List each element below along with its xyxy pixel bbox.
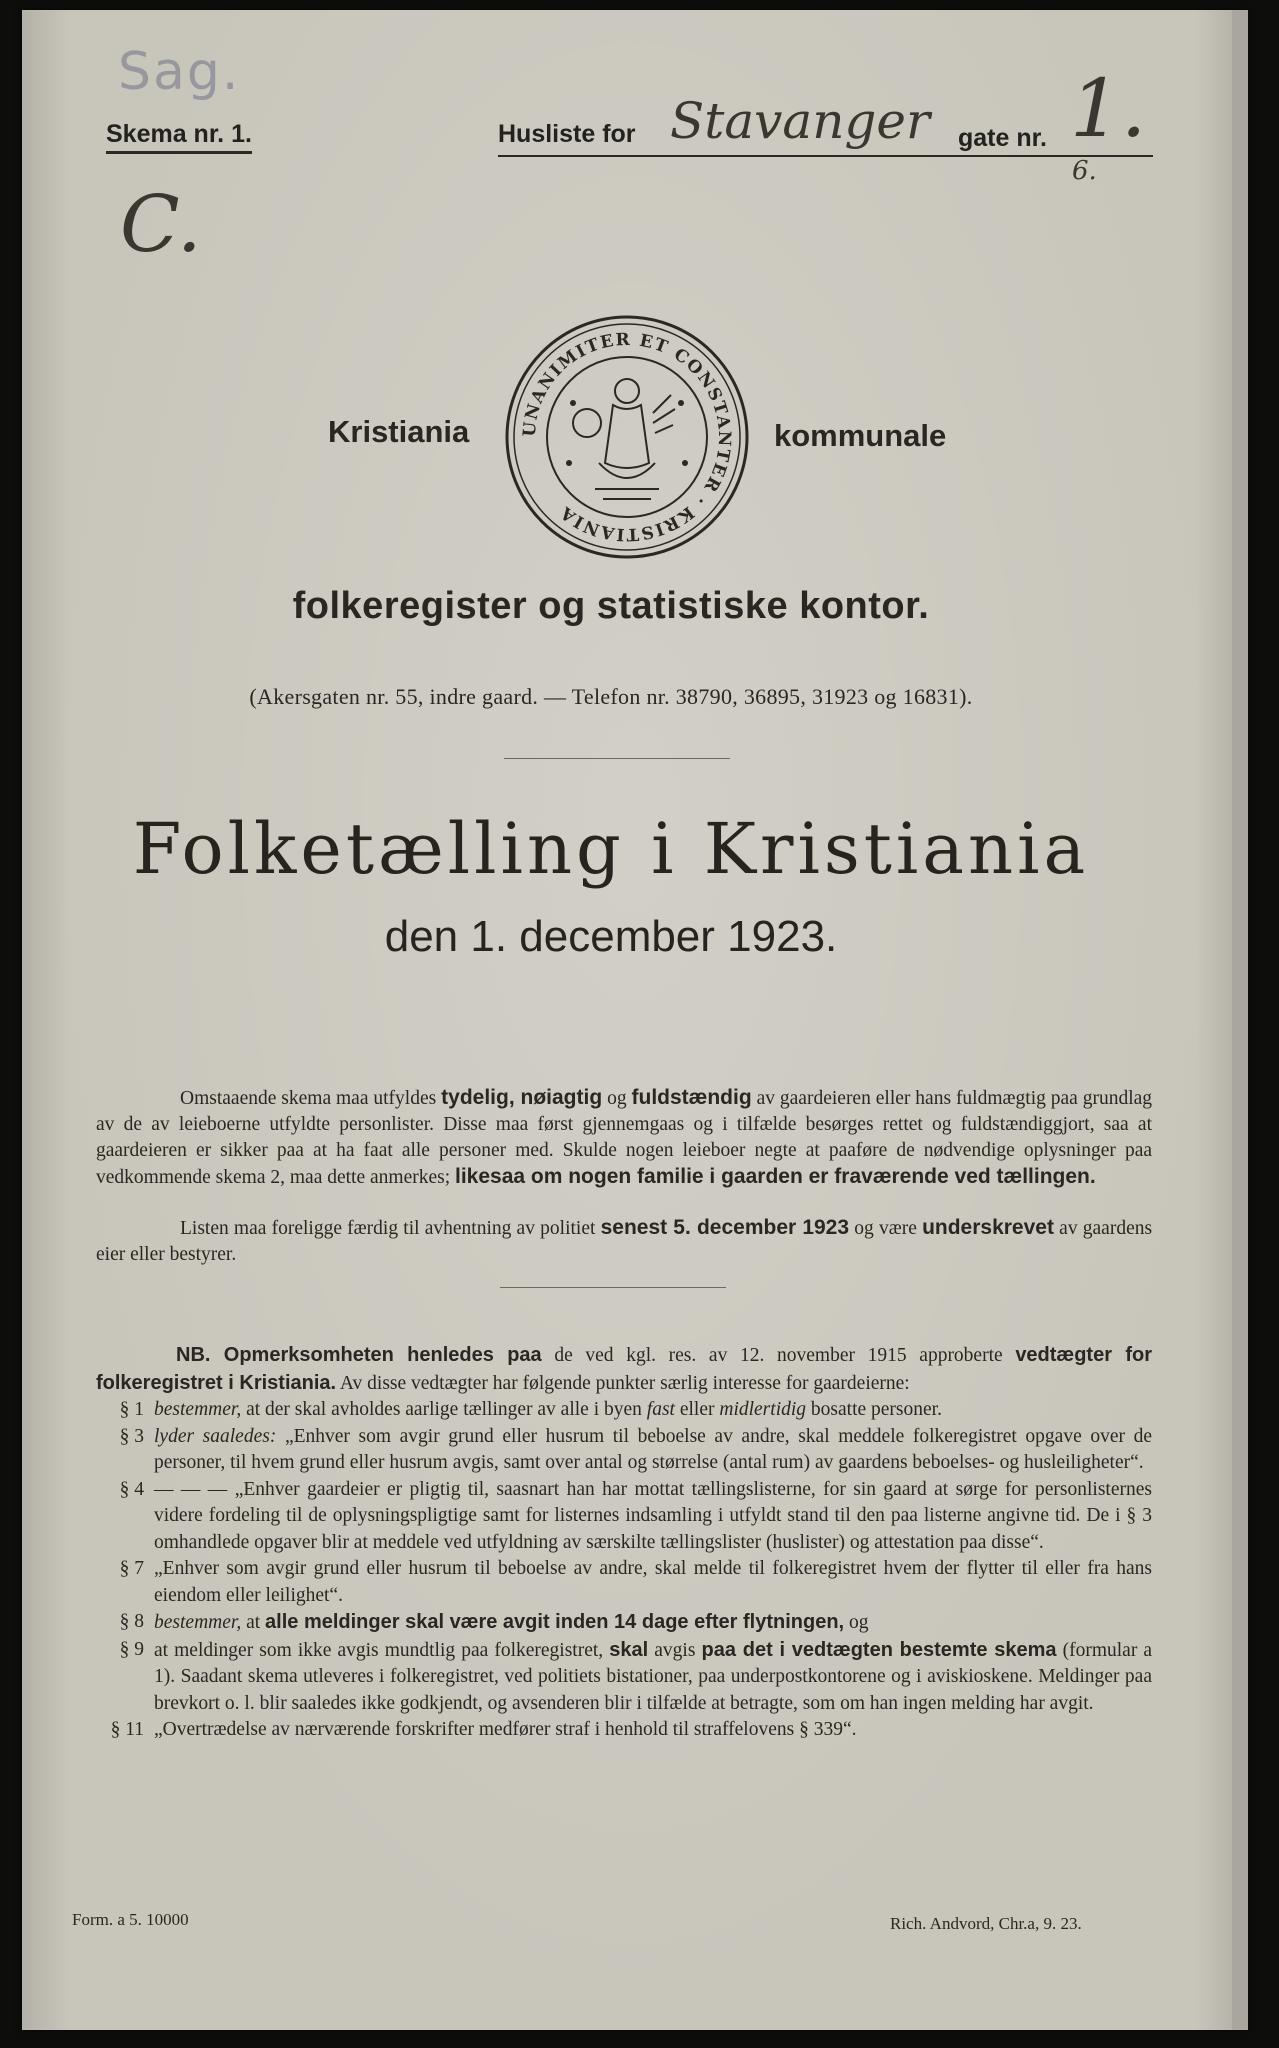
section-11: § 11 „Overtrædelse av nærværende forskrifter medfører straf i henhold til straffelovens § 339“. bbox=[110, 1719, 857, 1740]
instructions-paragraph-1: Omstaaende skema maa utfyldes tydelig, nøiagtig og fuldstændig av gaardeieren eller hans fuldmægtig paa grundlag av de av leieboerne utfyldte personlister. Disse maa først gjennemgaas og i tilfælde besørges rettet og fuldstændiggjort, saa at gaardeieren er sikker paa at ha faat alle personer med. Skulde nogen leieboer negte at paaføre de nødvendige oplysninger paa vedkommende skema 2, maa dette anmerkes; likesaa om nogen familie i gaarden er fraværende ved tællingen. bbox=[96, 1086, 1153, 1188]
handwritten-c: C. bbox=[120, 180, 202, 270]
header-underline bbox=[498, 155, 1153, 157]
section-7: § 7 „Enhver som avgir grund eller husrum til beboelse av andre, skal melde til folkeregistret hvem der flytter til eller fra hans eiendom eller leilighet“. bbox=[119, 1558, 1152, 1606]
nb-section bbox=[96, 1342, 1152, 1744]
divider bbox=[504, 758, 730, 759]
section-9: § 9 at meldinger som ikke avgis mundtlig paa folkeregistret, skal avgis paa det i vedtægten bestemte skema (formular a 1). Saadant skema utleveres i folkeregistret, ved politiets bistationer, paa underpostkontorene og i aviskioskene. Meldinger paa brevkort o. l. blir saaledes ikke godkjendt, og avsenderen blir i tilfælde at betragte, som om han ingen melding har avgit. bbox=[119, 1638, 1153, 1714]
sag-stamp: Sag. bbox=[118, 42, 241, 102]
form-number: Form. a 5. 10000 bbox=[72, 1910, 189, 1929]
handwritten-street-name: Stavanger bbox=[670, 92, 930, 150]
census-date: den 1. december 1923. bbox=[384, 912, 838, 961]
letterhead-left: Kristiania bbox=[328, 414, 470, 449]
gate-nr-label: gate nr. bbox=[958, 124, 1047, 152]
svg-text:UNANIMITER ET CONSTANTER · KRI: UNANIMITER ET CONSTANTER · KRISTIANIA bbox=[519, 329, 735, 545]
skema-number: Skema nr. 1. bbox=[106, 120, 252, 154]
section-3: § 3 lyder saaledes: „Enhver som avgir grund eller husrum til beboelse av andre, skal meddele folkeregistret opgave over de personer, til hvem grund eller husrum avgis, samt over antal og størrelse (antal rum) av gaardens beboelses- og husleiligheter“. bbox=[119, 1425, 1153, 1473]
page-title: Folketælling i Kristiania bbox=[132, 808, 1090, 890]
office-name: folkeregister og statistiske kontor. bbox=[292, 585, 930, 627]
page-fold-edge bbox=[1232, 10, 1248, 2030]
letterhead-right: kommunale bbox=[774, 418, 947, 453]
city-seal-icon bbox=[503, 313, 751, 561]
handwritten-gate-number: 1. bbox=[1070, 62, 1147, 155]
divider bbox=[500, 1287, 726, 1288]
instructions-paragraph-2: Listen maa foreligge færdig til avhentning av politiet senest 5. december 1923 og være underskrevet av gaardens eier eller bestyrer. bbox=[96, 1216, 1153, 1265]
printer-imprint: Rich. Andvord, Chr.a, 9. 23. bbox=[890, 1914, 1082, 1933]
section-8: § 8 bestemmer, at alle meldinger skal være avgit inden 14 dage efter flytningen, og bbox=[119, 1611, 869, 1633]
office-address: (Akersgaten nr. 55, indre gaard. — Telefon nr. 38790, 36895, 31923 og 16831). bbox=[249, 684, 973, 709]
section-4: § 4 — — — „Enhver gaardeier er pligtig til, saasnart han har mottat tællingslisterne, for sin gaard at sørge for personlisternes videre fordeling til de oplysningspligtige samt for listernes indsamling i utfyldt stand til den paa listerne angivne tid. De i § 3 omhandlede opgaver blir at meddele ved utfyldning av særskilte tællingslister (huslister) og attestation paa disse“. bbox=[119, 1478, 1152, 1553]
handwritten-six: 6. bbox=[1072, 156, 1097, 186]
nb-intro: NB. Opmerksomheten henledes paa de ved kgl. res. av 12. november 1915 approberte vedtægter for folkeregistret i Kristiania. Av disse vedtægter har følgende punkter særlig interesse for gaardeierne: bbox=[96, 1344, 1152, 1394]
husliste-label: Husliste for bbox=[498, 120, 636, 148]
section-1: § 1 bestemmer, at der skal avholdes aarlige tællinger av alle i byen fast eller midlertidig bosatte personer. bbox=[119, 1399, 942, 1420]
